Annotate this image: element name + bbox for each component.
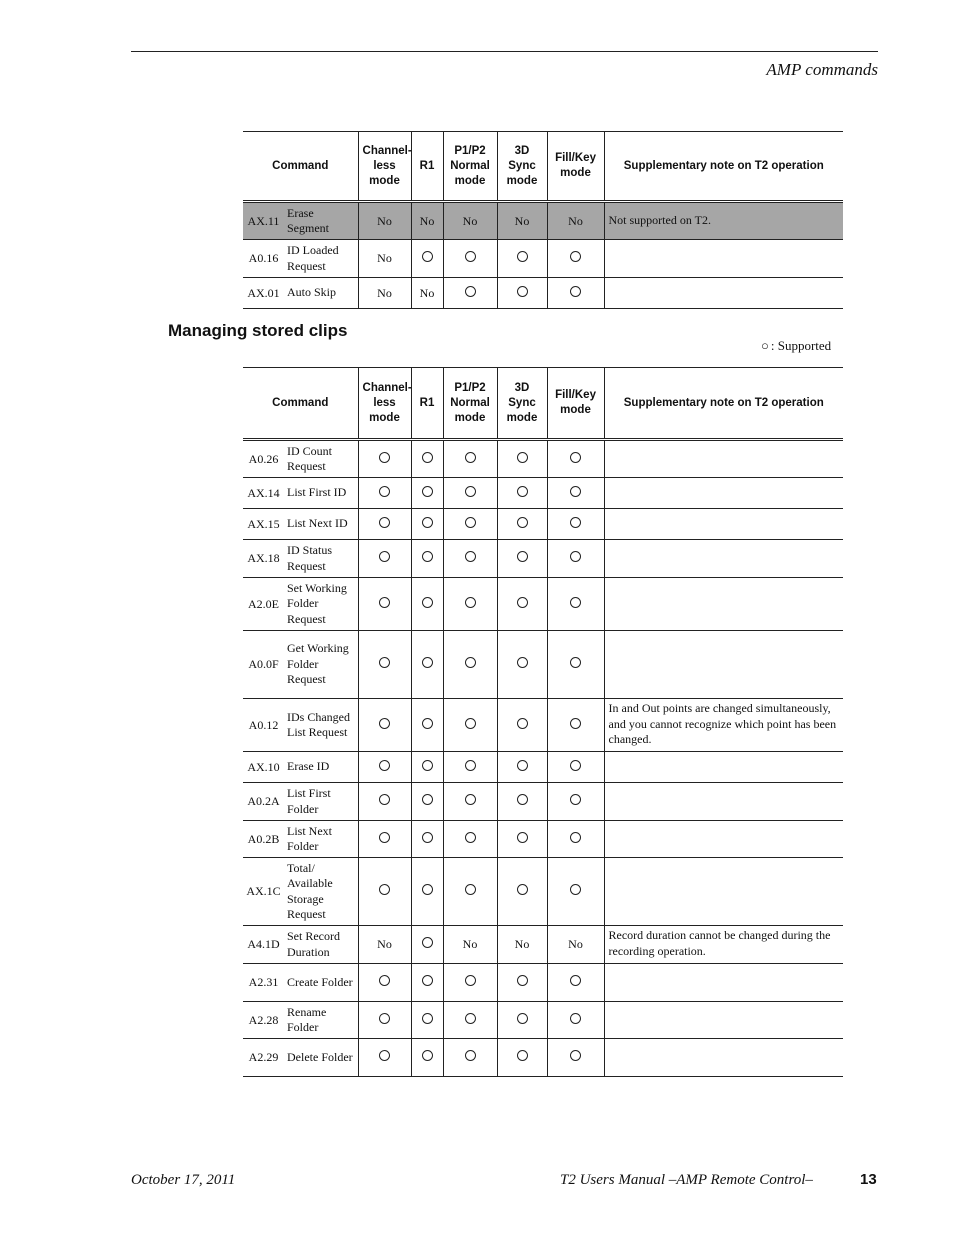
supported-mark (497, 509, 547, 540)
supported-mark (547, 631, 604, 699)
circle-icon (465, 832, 476, 843)
circle-icon (465, 517, 476, 528)
circle-icon (517, 517, 528, 528)
mode-value: No (547, 202, 604, 240)
column-header-channelless: Channel- less mode (358, 368, 411, 440)
circle-icon (465, 251, 476, 262)
circle-icon (517, 551, 528, 562)
supported-mark (443, 578, 497, 631)
table-row (243, 540, 843, 578)
circle-icon (379, 486, 390, 497)
supplementary-note (604, 240, 843, 278)
circle-icon (379, 718, 390, 729)
command-code: AX.10 (243, 752, 284, 783)
circle-icon (570, 884, 581, 895)
supported-mark (443, 1039, 497, 1077)
supported-mark (443, 964, 497, 1002)
command-code: A0.2A (243, 783, 284, 821)
circle-icon (379, 794, 390, 805)
command-name: ID Status Request (284, 540, 358, 578)
table-row (243, 202, 843, 240)
table-row (243, 509, 843, 540)
supported-mark (497, 278, 547, 309)
supported-mark (547, 858, 604, 926)
legend: ○ : Supported (761, 338, 832, 353)
supported-mark (547, 578, 604, 631)
circle-icon (422, 794, 433, 805)
header-rule (131, 51, 878, 52)
supported-mark (411, 440, 443, 478)
supported-mark (358, 858, 411, 926)
mode-value: No (358, 278, 411, 309)
circle-icon (570, 832, 581, 843)
supplementary-note (604, 578, 843, 631)
supported-mark (547, 964, 604, 1002)
supported-mark (497, 440, 547, 478)
table-header-row (243, 132, 843, 202)
circle-icon (517, 1050, 528, 1061)
supplementary-note (604, 783, 843, 821)
command-code: AX.18 (243, 540, 284, 578)
command-name: Erase Segment (284, 202, 358, 240)
command-name: ID Count Request (284, 440, 358, 478)
circle-icon (422, 718, 433, 729)
circle-icon (570, 760, 581, 771)
command-name: Create Folder (284, 964, 358, 1002)
circle-icon (422, 251, 433, 262)
table-row (243, 440, 843, 478)
supported-mark (443, 699, 497, 752)
supported-mark (443, 478, 497, 509)
table-row (243, 821, 843, 858)
circle-icon (570, 551, 581, 562)
mode-value: No (411, 278, 443, 309)
circle-icon (379, 1013, 390, 1024)
column-header-r1: R1 (411, 368, 443, 440)
supported-mark (443, 509, 497, 540)
circle-icon (465, 1050, 476, 1061)
circle-icon (570, 517, 581, 528)
supported-mark (358, 964, 411, 1002)
command-name: Delete Folder (284, 1039, 358, 1077)
circle-icon (379, 517, 390, 528)
circle-icon (465, 975, 476, 986)
column-header-p1p2: P1/P2 Normal mode (443, 132, 497, 202)
supported-mark (547, 752, 604, 783)
command-code: A2.31 (243, 964, 284, 1002)
circle-icon (517, 486, 528, 497)
circle-icon (422, 1050, 433, 1061)
footer-manual-title: T2 Users Manual –AMP Remote Control– (560, 1172, 813, 1188)
circle-icon (379, 975, 390, 986)
supported-mark (411, 752, 443, 783)
supported-mark (443, 858, 497, 926)
command-code: AX.1C (243, 858, 284, 926)
supplementary-note: In and Out points are changed simultaneously, and you cannot recognize which point has been changed. (604, 699, 843, 752)
circle-icon (517, 1013, 528, 1024)
supported-mark (497, 631, 547, 699)
supported-mark (547, 699, 604, 752)
mode-value: No (411, 202, 443, 240)
circle-icon (379, 597, 390, 608)
circle-icon (517, 597, 528, 608)
command-code: A0.12 (243, 699, 284, 752)
column-header-p1p2: P1/P2 Normal mode (443, 368, 497, 440)
supported-mark (443, 240, 497, 278)
circle-icon (465, 1013, 476, 1024)
circle-icon (465, 597, 476, 608)
supported-mark (358, 509, 411, 540)
table-row (243, 858, 843, 926)
supported-mark (411, 1039, 443, 1077)
supported-mark (411, 926, 443, 964)
supported-mark (411, 858, 443, 926)
supported-mark (547, 540, 604, 578)
supplementary-note (604, 858, 843, 926)
circle-icon (422, 486, 433, 497)
command-name: Rename Folder (284, 1002, 358, 1039)
supplementary-note (604, 478, 843, 509)
table-row (243, 964, 843, 1002)
mode-value: No (547, 926, 604, 964)
table-header-row (243, 368, 843, 440)
supported-mark (358, 478, 411, 509)
supplementary-note (604, 540, 843, 578)
circle-icon (517, 718, 528, 729)
command-code: A0.0F (243, 631, 284, 699)
supported-mark (497, 699, 547, 752)
column-header-command: Command (243, 368, 358, 440)
command-name: Total/ Available Storage Request (284, 858, 358, 926)
table-row (243, 926, 843, 964)
circle-icon (379, 832, 390, 843)
table-row (243, 699, 843, 752)
command-code: A4.1D (243, 926, 284, 964)
supported-mark (411, 964, 443, 1002)
supported-mark (547, 821, 604, 858)
column-header-note: Supplementary note on T2 operation (604, 132, 843, 202)
circle-icon (465, 486, 476, 497)
circle-icon (379, 760, 390, 771)
supported-mark (358, 1039, 411, 1077)
circle-icon (570, 975, 581, 986)
supported-mark (411, 1002, 443, 1039)
command-code: A2.28 (243, 1002, 284, 1039)
circle-icon (422, 452, 433, 463)
table-row (243, 783, 843, 821)
table-row (243, 752, 843, 783)
circle-icon (517, 975, 528, 986)
circle-icon (570, 1013, 581, 1024)
circle-icon (379, 452, 390, 463)
supported-mark (497, 1002, 547, 1039)
supported-mark (497, 1039, 547, 1077)
circle-icon (517, 832, 528, 843)
supported-mark (547, 783, 604, 821)
supported-mark (497, 478, 547, 509)
command-code: AX.14 (243, 478, 284, 509)
supplementary-note: Record duration cannot be changed during the recording operation. (604, 926, 843, 964)
supported-mark (443, 821, 497, 858)
supported-mark (443, 631, 497, 699)
column-header-r1: R1 (411, 132, 443, 202)
supported-mark (497, 964, 547, 1002)
supported-mark (411, 783, 443, 821)
circle-icon (570, 657, 581, 668)
command-name: List First ID (284, 478, 358, 509)
table-row (243, 1002, 843, 1039)
circle-icon (422, 597, 433, 608)
column-header-channelless: Channel- less mode (358, 132, 411, 202)
supported-mark (443, 440, 497, 478)
supplementary-note (604, 964, 843, 1002)
supplementary-note: Not supported on T2. (604, 202, 843, 240)
section-title: Managing stored clips (168, 321, 348, 340)
supported-mark (443, 783, 497, 821)
supported-mark (497, 752, 547, 783)
circle-icon (570, 794, 581, 805)
circle-icon (379, 884, 390, 895)
circle-icon (465, 452, 476, 463)
supported-mark (547, 1002, 604, 1039)
supported-mark (497, 240, 547, 278)
supported-mark (358, 699, 411, 752)
circle-icon (422, 832, 433, 843)
supported-mark (411, 821, 443, 858)
legend-label: Supported (777, 338, 832, 353)
circle-icon (570, 597, 581, 608)
supported-mark (443, 278, 497, 309)
circle-icon (570, 1050, 581, 1061)
supported-mark (443, 1002, 497, 1039)
command-name: List Next ID (284, 509, 358, 540)
supplementary-note (604, 821, 843, 858)
column-header-3dsync: 3D Sync mode (497, 368, 547, 440)
circle-icon (570, 718, 581, 729)
table-row (243, 1039, 843, 1077)
supported-mark (358, 752, 411, 783)
circle-icon (570, 452, 581, 463)
command-table-2 (243, 367, 843, 1077)
circle-icon (570, 286, 581, 297)
circle-icon (465, 884, 476, 895)
command-code: AX.15 (243, 509, 284, 540)
circle-icon (570, 251, 581, 262)
page-number: 13 (860, 1171, 877, 1188)
footer-date: October 17, 2011 (131, 1172, 236, 1188)
circle-icon (379, 551, 390, 562)
command-code: A2.0E (243, 578, 284, 631)
supplementary-note (604, 1002, 843, 1039)
column-header-fillkey: Fill/Key mode (547, 368, 604, 440)
table-row (243, 578, 843, 631)
command-name: List Next Folder (284, 821, 358, 858)
mode-value: No (497, 926, 547, 964)
circle-icon (422, 517, 433, 528)
mode-value: No (443, 202, 497, 240)
supported-mark (358, 440, 411, 478)
supported-mark (497, 858, 547, 926)
supported-mark (411, 540, 443, 578)
circle-icon (465, 286, 476, 297)
supported-mark (547, 440, 604, 478)
supported-mark (411, 699, 443, 752)
mode-value: No (497, 202, 547, 240)
table-row (243, 278, 843, 309)
supplementary-note (604, 509, 843, 540)
supported-mark (443, 540, 497, 578)
command-code: AX.11 (243, 202, 284, 240)
circle-icon (422, 937, 433, 948)
supported-mark (411, 509, 443, 540)
circle-icon (422, 1013, 433, 1024)
column-header-command: Command (243, 132, 358, 202)
supported-mark (358, 783, 411, 821)
table-row (243, 631, 843, 699)
column-header-3dsync: 3D Sync mode (497, 132, 547, 202)
circle-icon (422, 657, 433, 668)
command-code: A0.16 (243, 240, 284, 278)
circle-icon: ○ (761, 338, 769, 353)
supported-mark (547, 1039, 604, 1077)
header-title: AMP commands (766, 60, 878, 79)
supplementary-note (604, 631, 843, 699)
command-code: A2.29 (243, 1039, 284, 1077)
supported-mark (411, 578, 443, 631)
circle-icon (379, 1050, 390, 1061)
command-code: A0.26 (243, 440, 284, 478)
circle-icon (465, 718, 476, 729)
command-name: IDs Changed List Request (284, 699, 358, 752)
command-code: A0.2B (243, 821, 284, 858)
circle-icon (422, 975, 433, 986)
supported-mark (497, 783, 547, 821)
supplementary-note (604, 1039, 843, 1077)
mode-value: No (358, 240, 411, 278)
circle-icon (422, 551, 433, 562)
circle-icon (465, 794, 476, 805)
supported-mark (411, 631, 443, 699)
circle-icon (422, 884, 433, 895)
mode-value: No (358, 926, 411, 964)
command-code: AX.01 (243, 278, 284, 309)
mode-value: No (443, 926, 497, 964)
circle-icon (517, 452, 528, 463)
supported-mark (411, 478, 443, 509)
table-row (243, 478, 843, 509)
supported-mark (547, 509, 604, 540)
supported-mark (547, 478, 604, 509)
command-name: Set Record Duration (284, 926, 358, 964)
column-header-fillkey: Fill/Key mode (547, 132, 604, 202)
supported-mark (358, 578, 411, 631)
circle-icon (517, 794, 528, 805)
supported-mark (358, 540, 411, 578)
circle-icon (465, 760, 476, 771)
table-row (243, 240, 843, 278)
circle-icon (465, 551, 476, 562)
column-header-note: Supplementary note on T2 operation (604, 368, 843, 440)
supported-mark (443, 752, 497, 783)
supplementary-note (604, 440, 843, 478)
mode-value: No (358, 202, 411, 240)
supported-mark (358, 821, 411, 858)
supported-mark (497, 540, 547, 578)
circle-icon (517, 286, 528, 297)
command-name: Get Working Folder Request (284, 631, 358, 699)
supplementary-note (604, 278, 843, 309)
supported-mark (497, 821, 547, 858)
command-name: Erase ID (284, 752, 358, 783)
command-name: List First Folder (284, 783, 358, 821)
circle-icon (517, 884, 528, 895)
circle-icon (379, 657, 390, 668)
circle-icon (570, 486, 581, 497)
supported-mark (358, 1002, 411, 1039)
command-name: Set Working Folder Request (284, 578, 358, 631)
supported-mark (358, 631, 411, 699)
circle-icon (517, 760, 528, 771)
supported-mark (497, 578, 547, 631)
circle-icon (517, 657, 528, 668)
supplementary-note (604, 752, 843, 783)
command-name: ID Loaded Request (284, 240, 358, 278)
supported-mark (547, 278, 604, 309)
supported-mark (547, 240, 604, 278)
circle-icon (465, 657, 476, 668)
circle-icon (422, 760, 433, 771)
supported-mark (411, 240, 443, 278)
circle-icon (517, 251, 528, 262)
command-name: Auto Skip (284, 278, 358, 309)
command-table-1 (243, 131, 843, 309)
